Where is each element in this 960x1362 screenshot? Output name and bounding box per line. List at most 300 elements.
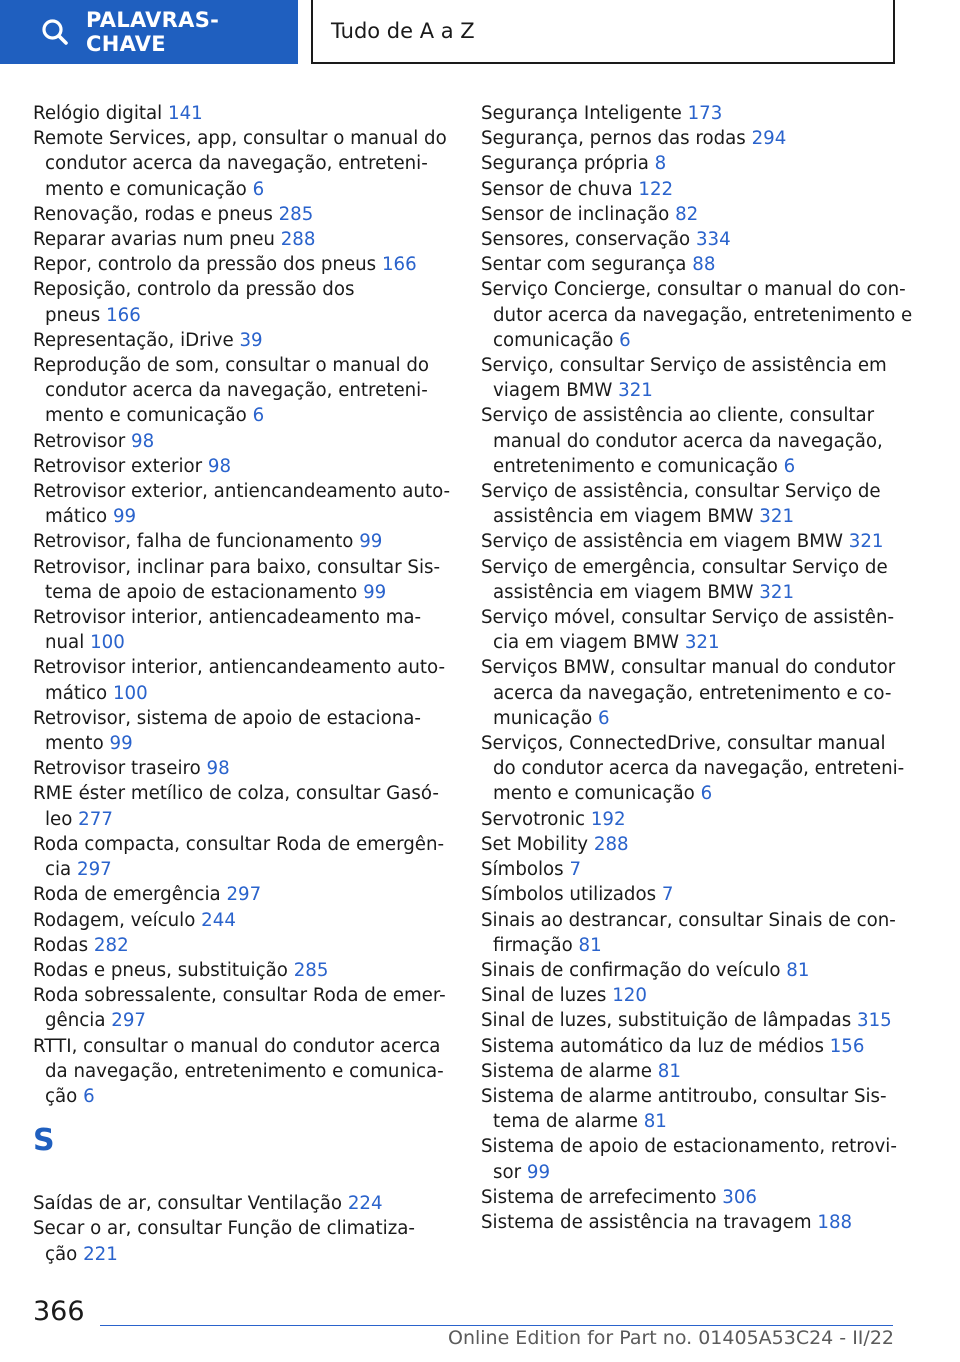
page-reference-link[interactable]: 285 xyxy=(293,959,329,981)
page-reference-link[interactable]: 6 xyxy=(252,178,265,200)
index-entry[interactable] xyxy=(481,403,901,479)
index-entry-text: Retrovisor, sistema de apoio de estaciona- xyxy=(33,707,421,729)
index-entry-line xyxy=(481,882,901,907)
page-reference-link[interactable]: 81 xyxy=(643,1111,667,1133)
page-reference-link[interactable]: 99 xyxy=(526,1161,551,1183)
index-entry-line xyxy=(481,403,901,428)
index-column-right xyxy=(481,101,913,1235)
index-entry-text: cia xyxy=(45,859,72,881)
index-entry[interactable] xyxy=(481,126,901,151)
index-entry-text: Roda de emergência xyxy=(33,884,221,906)
page-reference-link[interactable]: 173 xyxy=(687,103,723,124)
page-reference-link[interactable]: 81 xyxy=(657,1060,681,1082)
footer-edition: Online Edition for Part no. 01405A53C24 - II/22 xyxy=(447,1327,894,1349)
index-entry-line xyxy=(33,1242,443,1267)
tab-keywords[interactable] xyxy=(0,0,298,64)
page-reference-link[interactable]: 244 xyxy=(201,909,236,931)
page-reference-link[interactable]: 321 xyxy=(684,632,720,654)
index-entry[interactable] xyxy=(33,126,447,202)
index-entry-text: Retrovisor exterior xyxy=(33,455,203,477)
page-reference-link[interactable]: 288 xyxy=(593,833,629,855)
index-entry-text: mento xyxy=(45,733,104,755)
index-entry[interactable] xyxy=(481,1210,901,1235)
page-number: 366 xyxy=(33,1296,85,1327)
index-entry-line xyxy=(33,328,443,353)
index-entry[interactable] xyxy=(33,756,443,781)
page-reference-link[interactable]: 98 xyxy=(206,758,230,780)
index-entry[interactable] xyxy=(33,882,443,907)
index-entry-text: cia em viagem BMW xyxy=(493,632,680,654)
index-entry-text: assistência em viagem BMW xyxy=(493,506,754,528)
index-entry-line xyxy=(33,630,443,655)
index-entry-text: Retrovisor, falha de funcionamento xyxy=(33,531,354,553)
index-entry-line xyxy=(481,983,901,1008)
index-entry[interactable] xyxy=(33,908,443,933)
index-entry-text: Roda compacta, consultar Roda de emergên- xyxy=(33,833,445,855)
index-entry[interactable] xyxy=(33,101,443,126)
index-entry[interactable] xyxy=(481,857,901,882)
index-entry-line xyxy=(33,731,443,756)
index-entry-text: Serviço móvel, consultar Serviço de assistên- xyxy=(481,607,895,629)
index-entry-line xyxy=(33,1216,443,1241)
index-entry-line xyxy=(33,126,447,151)
index-entry-text: tema de alarme xyxy=(493,1111,638,1133)
index-entry[interactable] xyxy=(481,202,901,227)
index-entry-line xyxy=(481,857,901,882)
index-entry[interactable] xyxy=(33,605,443,655)
page-reference-link[interactable]: 99 xyxy=(359,531,383,553)
index-entry-text: Secar o ar, consultar Função de climatiza- xyxy=(33,1218,415,1240)
index-entry-text: tema de apoio de estacionamento xyxy=(45,581,358,603)
index-entry[interactable] xyxy=(481,1008,901,1033)
page-reference-link[interactable]: 321 xyxy=(848,531,884,553)
index-entry-text: Serviços BMW, consultar manual do condutor xyxy=(481,657,896,679)
page-reference-link[interactable]: 6 xyxy=(700,783,713,805)
index-entry-line xyxy=(33,454,443,479)
index-entry[interactable] xyxy=(481,227,901,252)
page-reference-link[interactable]: 297 xyxy=(226,884,262,906)
index-entry-text: ção xyxy=(45,1085,78,1107)
index-entry-line xyxy=(481,328,901,353)
index-entry-line xyxy=(33,1034,443,1059)
index-entry[interactable] xyxy=(33,1191,443,1216)
index-entry[interactable] xyxy=(481,353,901,403)
page-reference-link[interactable]: 7 xyxy=(569,859,582,881)
index-entry-text: condutor acerca da navegação, entreteni- xyxy=(45,153,428,175)
index-entry-line xyxy=(481,303,913,328)
index-entry-line xyxy=(33,277,443,302)
index-entry-line xyxy=(481,1134,901,1159)
index-entry-line xyxy=(33,958,443,983)
index-entry-text: RTTI, consultar o manual do condutor acerca xyxy=(33,1035,441,1057)
page-reference-link[interactable]: 277 xyxy=(78,808,113,830)
page-reference-link[interactable]: 315 xyxy=(857,1010,892,1032)
index-entry[interactable] xyxy=(33,983,446,1033)
index-entry[interactable] xyxy=(481,252,901,277)
index-entry-text: manual do condutor acerca da navegação, xyxy=(493,430,883,452)
page-reference-link[interactable]: 306 xyxy=(722,1186,757,1208)
index-entry-text: Serviços, ConnectedDrive, consultar manual xyxy=(481,733,886,755)
page-reference-link[interactable]: 6 xyxy=(252,405,265,427)
index-entry[interactable] xyxy=(481,958,901,983)
index-entry-text: Símbolos utilizados xyxy=(481,884,657,906)
index-entry-text: Sistema de alarme xyxy=(481,1060,652,1082)
index-entry[interactable] xyxy=(33,277,443,327)
page-reference-link[interactable]: 285 xyxy=(278,203,314,225)
page-reference-link[interactable]: 334 xyxy=(695,229,731,251)
search-icon xyxy=(40,17,70,47)
index-entry-text: Reposição, controlo da pressão dos xyxy=(33,279,355,301)
index-entry-text: Rodas xyxy=(33,934,89,956)
index-entry-line xyxy=(481,731,901,756)
index-entry-line xyxy=(481,529,901,554)
index-entry-line xyxy=(481,378,901,403)
index-entry-text: Serviço Concierge, consultar o manual do con- xyxy=(481,279,906,301)
index-entry[interactable] xyxy=(33,252,443,277)
page-reference-link[interactable]: 166 xyxy=(106,304,141,326)
page-reference-link[interactable]: 8 xyxy=(654,153,667,175)
index-entry-text: mático xyxy=(45,682,108,704)
index-entry-text: leo xyxy=(45,808,73,830)
index-entry[interactable] xyxy=(33,353,443,429)
index-entry-text: Sensores, conservação xyxy=(481,229,691,251)
index-entry-text: condutor acerca da navegação, entreteni- xyxy=(45,380,428,402)
index-entry-text: Retrovisor interior, antiencandeamento auto- xyxy=(33,657,446,679)
page-reference-link[interactable]: 39 xyxy=(239,329,263,351)
index-entry[interactable] xyxy=(33,429,443,454)
index-entry-line xyxy=(33,1008,443,1033)
index-entry-line xyxy=(33,101,443,126)
tab-a-to-z-label: Tudo de A a Z xyxy=(331,19,475,43)
index-entry[interactable] xyxy=(481,151,901,176)
index-entry[interactable] xyxy=(481,1084,901,1134)
index-entry-line xyxy=(33,807,443,832)
page-reference-link[interactable]: 99 xyxy=(363,581,387,603)
index-entry[interactable] xyxy=(481,1134,901,1184)
page-reference-link[interactable]: 120 xyxy=(612,985,647,1007)
index-entry[interactable] xyxy=(33,933,443,958)
page-reference-link[interactable]: 81 xyxy=(578,934,602,956)
index-entry-text: Sinal de luzes, substituição de lâmpadas xyxy=(481,1010,852,1032)
index-entry-line xyxy=(481,555,901,580)
index-entry-line xyxy=(33,353,443,378)
index-entry-text: Serviço de assistência em viagem BMW xyxy=(481,531,843,553)
index-entry-line xyxy=(481,756,905,781)
tab-keywords-label: PALAVRAS-CHAVE xyxy=(86,8,220,56)
index-entry-text: viagem BMW xyxy=(493,380,613,402)
index-entry-text: sor xyxy=(493,1161,522,1183)
index-entry-text: RME éster metílico de colza, consultar Gasó- xyxy=(33,783,439,805)
index-entry-line xyxy=(481,1034,901,1059)
index-entry-line xyxy=(481,353,901,378)
index-entry[interactable] xyxy=(481,832,901,857)
index-entry-line xyxy=(33,1084,443,1109)
index-entry[interactable] xyxy=(33,529,443,554)
index-entry-text: mento e comunicação xyxy=(493,783,695,805)
index-entry-text: firmação xyxy=(493,934,573,956)
index-entry-text: Sistema de assistência na travagem xyxy=(481,1211,812,1233)
index-entry[interactable] xyxy=(481,529,901,554)
page-reference-link[interactable]: 100 xyxy=(112,682,148,704)
page-reference-link[interactable]: 156 xyxy=(829,1035,865,1057)
page-reference-link[interactable]: 297 xyxy=(111,1010,146,1032)
index-entry-text: do condutor acerca da navegação, entreteni- xyxy=(493,758,905,780)
index-entry[interactable] xyxy=(33,655,446,705)
page-reference-link[interactable]: 288 xyxy=(280,229,316,251)
index-entry-text: Sinais ao destrancar, consultar Sinais de con- xyxy=(481,909,896,931)
index-entry-text: assistência em viagem BMW xyxy=(493,581,754,603)
index-entry-line xyxy=(33,504,443,529)
index-entry-line xyxy=(481,706,901,731)
index-entry[interactable] xyxy=(481,277,913,353)
index-entry[interactable] xyxy=(481,101,901,126)
index-entry-text: Serviço de emergência, consultar Serviço de xyxy=(481,556,888,578)
index-entry-line xyxy=(33,177,443,202)
page-reference-link[interactable]: 82 xyxy=(675,203,699,225)
index-entry-line xyxy=(33,832,443,857)
index-entry-text: mento e comunicação xyxy=(45,178,247,200)
page-reference-link[interactable]: 294 xyxy=(751,128,787,150)
index-entry-line xyxy=(33,529,443,554)
index-entry-line xyxy=(33,983,446,1008)
index-entry-text: Sensor de chuva xyxy=(481,178,633,200)
index-entry-text: Roda sobressalente, consultar Roda de emer- xyxy=(33,985,446,1007)
index-entry-text: Sinal de luzes xyxy=(481,985,607,1007)
index-entry-line xyxy=(33,681,443,706)
index-entry-line xyxy=(33,403,443,428)
page-reference-link[interactable]: 282 xyxy=(93,934,129,956)
index-entry-line xyxy=(481,681,901,706)
index-entry-text: Retrovisor interior, antiencadeamento ma- xyxy=(33,607,422,629)
page-reference-link[interactable]: 224 xyxy=(347,1193,383,1215)
index-entry[interactable] xyxy=(481,1059,901,1084)
index-entry-text: Sistema automático da luz de médios xyxy=(481,1035,824,1057)
index-entry-text: Saídas de ar, consultar Ventilação xyxy=(33,1193,343,1215)
index-entry[interactable] xyxy=(33,1034,443,1110)
index-entry-line xyxy=(481,227,901,252)
tab-a-to-z[interactable] xyxy=(311,0,895,64)
index-entry-line xyxy=(481,933,901,958)
page-reference-link[interactable]: 188 xyxy=(817,1211,853,1233)
index-entry[interactable] xyxy=(481,655,901,731)
index-entry-line xyxy=(33,429,443,454)
index-entry-line xyxy=(481,277,906,302)
page-reference-link[interactable]: 6 xyxy=(619,329,631,351)
index-entry-line xyxy=(481,429,901,454)
index-entry-text: Retrovisor xyxy=(33,430,126,452)
page-reference-link[interactable]: 6 xyxy=(783,455,796,477)
index-entry[interactable] xyxy=(481,807,901,832)
index-entry-text: dutor acerca da navegação, entretenimento e xyxy=(493,304,913,326)
index-entry-text: Serviço, consultar Serviço de assistência em xyxy=(481,355,887,377)
page-reference-link[interactable]: 321 xyxy=(759,506,795,528)
index-entry-line xyxy=(481,202,901,227)
index-entry[interactable] xyxy=(481,1034,901,1059)
page-reference-link[interactable]: 98 xyxy=(207,455,232,477)
index-entry[interactable] xyxy=(33,1216,443,1266)
index-entry-text: Sinais de confirmação do veículo xyxy=(481,959,781,981)
index-entry[interactable] xyxy=(481,908,901,958)
index-entry-line xyxy=(481,504,901,529)
page-reference-link[interactable]: 321 xyxy=(618,380,653,402)
index-entry-line xyxy=(481,252,901,277)
index-entries-s-continued xyxy=(481,101,913,1235)
index-entry-text: Reprodução de som, consultar o manual do xyxy=(33,355,430,377)
index-entry[interactable] xyxy=(481,731,905,807)
index-entry-text: Retrovisor exterior, antiencandeamento auto- xyxy=(33,481,451,503)
page-reference-link[interactable]: 98 xyxy=(131,430,155,452)
index-entry-line xyxy=(33,580,443,605)
index-entry-line xyxy=(33,555,443,580)
index-entry-text: Set Mobility xyxy=(481,833,589,855)
index-entry-line xyxy=(481,908,901,933)
index-entry-text: Reparar avarias num pneu xyxy=(33,229,275,251)
page-reference-link[interactable]: 6 xyxy=(83,1085,95,1107)
index-entry-text: mento e comunicação xyxy=(45,405,247,427)
index-entry-line xyxy=(481,630,901,655)
index-entry-text: Sistema de arrefecimento xyxy=(481,1186,717,1208)
index-entry-line xyxy=(481,126,901,151)
index-entry[interactable] xyxy=(481,605,901,655)
index-entry-text: Sistema de alarme antitroubo, consultar Sis- xyxy=(481,1085,887,1107)
index-entry-text: Repor, controlo da pressão dos pneus xyxy=(33,254,377,276)
footer-divider xyxy=(100,1325,893,1326)
index-entry-text: comunicação xyxy=(493,329,614,351)
index-entry-line xyxy=(33,227,443,252)
index-entry-line xyxy=(481,101,901,126)
index-entry-text: Retrovisor, inclinar para baixo, consultar Sis- xyxy=(33,556,441,578)
index-entry-line xyxy=(33,378,443,403)
index-entry-line xyxy=(33,202,443,227)
index-entry[interactable] xyxy=(33,958,443,983)
page-reference-link[interactable]: 99 xyxy=(109,733,133,755)
index-column-left xyxy=(33,101,451,1267)
page-reference-link[interactable]: 6 xyxy=(598,707,610,729)
index-entry-line xyxy=(33,479,451,504)
index-entry-text: mático xyxy=(45,506,108,528)
page-reference-link[interactable]: 141 xyxy=(168,103,203,124)
page-reference-link[interactable]: 122 xyxy=(638,178,674,200)
index-entry-line xyxy=(33,655,446,680)
index-entry[interactable] xyxy=(33,328,443,353)
index-entry-line xyxy=(33,756,443,781)
index-entry[interactable] xyxy=(33,832,443,882)
index-entry-text: Serviço de assistência, consultar Serviço de xyxy=(481,481,881,503)
page-reference-link[interactable]: 166 xyxy=(381,254,417,276)
index-entry[interactable] xyxy=(481,882,901,907)
index-entry-line xyxy=(481,655,901,680)
header-bar xyxy=(0,0,960,66)
index-entry-text: acerca da navegação, entretenimento e co- xyxy=(493,682,892,704)
page-reference-link[interactable]: 297 xyxy=(77,859,112,881)
index-entry[interactable] xyxy=(481,555,901,605)
index-entry-text: Representação, iDrive xyxy=(33,329,234,351)
page-reference-link[interactable]: 99 xyxy=(112,506,137,528)
index-entry-line xyxy=(481,1210,901,1235)
page-reference-link[interactable]: 221 xyxy=(83,1243,118,1265)
index-entry-line xyxy=(481,1008,901,1033)
index-entry-line xyxy=(481,151,901,176)
index-entry[interactable] xyxy=(33,202,443,227)
page-reference-link[interactable]: 100 xyxy=(90,632,125,654)
page-reference-link[interactable]: 192 xyxy=(590,808,626,830)
index-entry[interactable] xyxy=(33,781,443,831)
index-entry-line xyxy=(481,958,901,983)
index-entry-line xyxy=(33,252,443,277)
index-entry-line xyxy=(33,706,443,731)
index-entry-text: gência xyxy=(45,1010,106,1032)
index-entry[interactable] xyxy=(481,983,901,1008)
index-entry-text: Remote Services, app, consultar o manual do xyxy=(33,128,447,150)
index-entry-text: da navegação, entretenimento e comunica- xyxy=(45,1060,444,1082)
index-entry-line xyxy=(481,781,901,806)
index-entry-line xyxy=(481,1185,901,1210)
index-entry-line xyxy=(481,832,901,857)
index-entry-line xyxy=(33,933,443,958)
index-entry-text: Símbolos xyxy=(481,859,564,881)
index-entry-line xyxy=(33,908,443,933)
index-entry[interactable] xyxy=(481,177,901,202)
index-entry-text: Rodagem, veículo xyxy=(33,909,196,931)
section-letter: S xyxy=(33,1123,55,1159)
index-entry[interactable] xyxy=(481,1185,901,1210)
index-entry-text: Relógio digital xyxy=(33,103,163,124)
index-entry-text: Serviço de assistência ao cliente, consultar xyxy=(481,405,875,427)
page-reference-link[interactable]: 81 xyxy=(786,959,810,981)
index-entry-text: Segurança, pernos das rodas xyxy=(481,128,746,150)
index-entry-line xyxy=(33,1191,443,1216)
index-entry-text: Renovação, rodas e pneus xyxy=(33,203,273,225)
index-entry-line xyxy=(481,807,901,832)
page-reference-link[interactable]: 321 xyxy=(759,581,795,603)
index-entries-r xyxy=(33,101,451,1109)
index-entry-line xyxy=(481,454,901,479)
index-entry-text: municação xyxy=(493,707,593,729)
index-entry[interactable] xyxy=(33,706,443,756)
index-entry-line xyxy=(481,580,901,605)
index-entry-text: ção xyxy=(45,1243,78,1265)
index-entry-text: Retrovisor traseiro xyxy=(33,758,201,780)
index-entries-s xyxy=(33,1191,443,1267)
index-entry-text: Sentar com segurança xyxy=(481,254,687,276)
index-entry-text: Segurança própria xyxy=(481,153,649,175)
index-entry-text: Segurança Inteligente xyxy=(481,103,682,124)
page-reference-link[interactable]: 88 xyxy=(692,254,716,276)
index-entry-line xyxy=(481,479,901,504)
index-entry-line xyxy=(481,1084,901,1109)
index-entry-line xyxy=(33,857,443,882)
index-entry-text: Sensor de inclinação xyxy=(481,203,670,225)
index-entry[interactable] xyxy=(33,479,451,529)
index-entry[interactable] xyxy=(33,454,443,479)
index-entry-text: entretenimento e comunicação xyxy=(493,455,778,477)
index-entry-line xyxy=(481,177,901,202)
index-entry-line xyxy=(481,1160,901,1185)
index-entry-line xyxy=(33,1059,443,1084)
index-entry[interactable] xyxy=(33,227,443,252)
index-entry-line xyxy=(33,882,443,907)
index-entry[interactable] xyxy=(481,479,901,529)
index-entry-text: pneus xyxy=(45,304,101,326)
index-entry-line xyxy=(481,1109,901,1134)
index-entry-line xyxy=(33,151,443,176)
index-entry-line xyxy=(33,781,443,806)
index-entry-text: Rodas e pneus, substituição xyxy=(33,959,288,981)
index-entry-line xyxy=(33,303,443,328)
page-reference-link[interactable]: 7 xyxy=(661,884,674,906)
index-entry-text: Servotronic xyxy=(481,808,586,830)
index-entry[interactable] xyxy=(33,555,443,605)
